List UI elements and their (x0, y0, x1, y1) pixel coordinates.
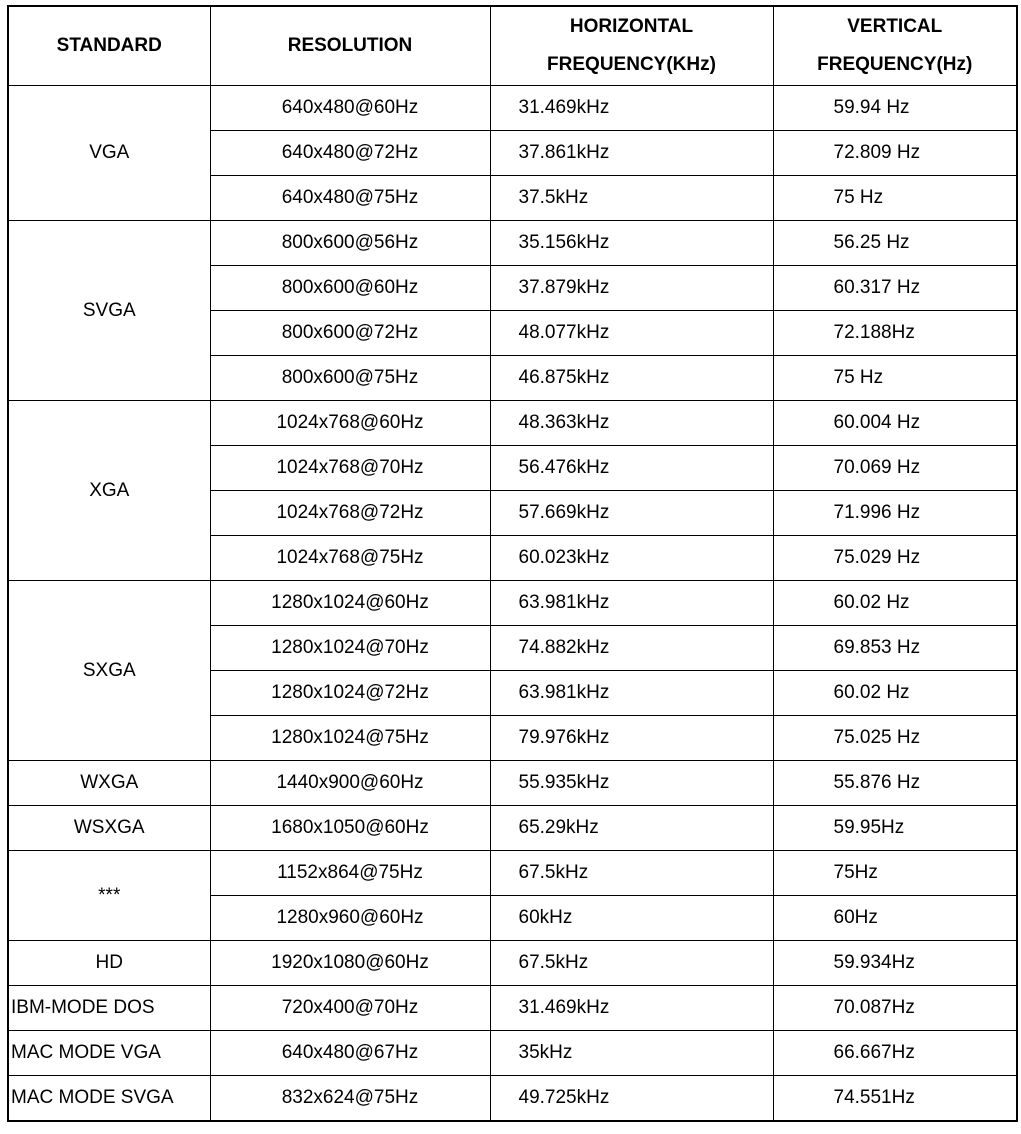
resolution-cell: 800x600@72Hz (210, 311, 490, 356)
horizontal-frequency-cell: 79.976kHz (490, 716, 773, 761)
horizontal-frequency-cell: 48.363kHz (490, 401, 773, 446)
vertical-frequency-cell: 60Hz (773, 896, 1017, 941)
header-horizontal-frequency (490, 6, 773, 86)
resolution-cell: 800x600@56Hz (210, 221, 490, 266)
resolution-cell: 1280x1024@60Hz (210, 581, 490, 626)
horizontal-frequency-cell: 67.5kHz (490, 851, 773, 896)
standard-cell: SVGA (8, 221, 210, 401)
vertical-frequency-cell: 60.02 Hz (773, 671, 1017, 716)
vertical-frequency-cell: 75.025 Hz (773, 716, 1017, 761)
table-row (8, 1076, 1017, 1122)
table-row (8, 401, 1017, 446)
header-standard: STANDARD (8, 6, 210, 86)
resolution-cell: 640x480@67Hz (210, 1031, 490, 1076)
standard-cell: WSXGA (8, 806, 210, 851)
horizontal-frequency-cell: 57.669kHz (490, 491, 773, 536)
table-row (8, 761, 1017, 806)
vertical-frequency-cell: 74.551Hz (773, 1076, 1017, 1122)
resolution-cell: 1920x1080@60Hz (210, 941, 490, 986)
vertical-frequency-cell: 59.95Hz (773, 806, 1017, 851)
resolution-cell: 1152x864@75Hz (210, 851, 490, 896)
vertical-frequency-cell: 72.188Hz (773, 311, 1017, 356)
vertical-frequency-cell: 59.934Hz (773, 941, 1017, 986)
standard-cell: MAC MODE SVGA (8, 1076, 210, 1122)
header-vertical-line1: VERTICAL (847, 16, 943, 37)
resolution-cell: 640x480@75Hz (210, 176, 490, 221)
horizontal-frequency-cell: 63.981kHz (490, 581, 773, 626)
horizontal-frequency-cell: 67.5kHz (490, 941, 773, 986)
table-row (8, 86, 1017, 131)
header-vertical-frequency (773, 6, 1017, 86)
resolution-cell: 832x624@75Hz (210, 1076, 490, 1122)
table-row (8, 1031, 1017, 1076)
resolution-cell: 800x600@60Hz (210, 266, 490, 311)
standard-cell: HD (8, 941, 210, 986)
vertical-frequency-cell: 66.667Hz (773, 1031, 1017, 1076)
horizontal-frequency-cell: 55.935kHz (490, 761, 773, 806)
table-row (8, 986, 1017, 1031)
standard-cell: VGA (8, 86, 210, 221)
horizontal-frequency-cell: 37.879kHz (490, 266, 773, 311)
resolution-cell: 800x600@75Hz (210, 356, 490, 401)
horizontal-frequency-cell: 60.023kHz (490, 536, 773, 581)
vertical-frequency-cell: 71.996 Hz (773, 491, 1017, 536)
table-row (8, 581, 1017, 626)
header-vertical-line2: FREQUENCY(Hz) (817, 54, 973, 75)
standard-cell: IBM-MODE DOS (8, 986, 210, 1031)
horizontal-frequency-cell: 60kHz (490, 896, 773, 941)
header-horizontal-line2: FREQUENCY(KHz) (547, 54, 716, 75)
resolution-cell: 1280x960@60Hz (210, 896, 490, 941)
vertical-frequency-cell: 75.029 Hz (773, 536, 1017, 581)
resolution-cell: 1680x1050@60Hz (210, 806, 490, 851)
vertical-frequency-cell: 70.087Hz (773, 986, 1017, 1031)
horizontal-frequency-cell: 46.875kHz (490, 356, 773, 401)
table-body (8, 86, 1017, 1122)
resolution-cell: 1024x768@70Hz (210, 446, 490, 491)
vertical-frequency-cell: 59.94 Hz (773, 86, 1017, 131)
header-resolution: RESOLUTION (210, 6, 490, 86)
horizontal-frequency-cell: 37.5kHz (490, 176, 773, 221)
vertical-frequency-cell: 55.876 Hz (773, 761, 1017, 806)
vertical-frequency-cell: 70.069 Hz (773, 446, 1017, 491)
resolution-cell: 1024x768@72Hz (210, 491, 490, 536)
resolution-cell: 1024x768@75Hz (210, 536, 490, 581)
horizontal-frequency-cell: 56.476kHz (490, 446, 773, 491)
horizontal-frequency-cell: 35.156kHz (490, 221, 773, 266)
table-row (8, 806, 1017, 851)
resolution-cell: 1280x1024@70Hz (210, 626, 490, 671)
resolution-cell: 1024x768@60Hz (210, 401, 490, 446)
standard-cell: SXGA (8, 581, 210, 761)
horizontal-frequency-cell: 31.469kHz (490, 986, 773, 1031)
horizontal-frequency-cell: 35kHz (490, 1031, 773, 1076)
vertical-frequency-cell: 60.02 Hz (773, 581, 1017, 626)
vertical-frequency-cell: 69.853 Hz (773, 626, 1017, 671)
horizontal-frequency-cell: 74.882kHz (490, 626, 773, 671)
vertical-frequency-cell: 56.25 Hz (773, 221, 1017, 266)
horizontal-frequency-cell: 48.077kHz (490, 311, 773, 356)
horizontal-frequency-cell: 63.981kHz (490, 671, 773, 716)
vertical-frequency-cell: 75 Hz (773, 176, 1017, 221)
timing-table (7, 5, 1018, 1122)
vertical-frequency-cell: 75Hz (773, 851, 1017, 896)
header-horizontal-line1: HORIZONTAL (569, 16, 694, 37)
header-row (8, 6, 1017, 86)
table-row (8, 851, 1017, 896)
table-row (8, 221, 1017, 266)
vertical-frequency-cell: 72.809 Hz (773, 131, 1017, 176)
resolution-cell: 1280x1024@72Hz (210, 671, 490, 716)
horizontal-frequency-cell: 49.725kHz (490, 1076, 773, 1122)
horizontal-frequency-cell: 37.861kHz (490, 131, 773, 176)
vertical-frequency-cell: 60.317 Hz (773, 266, 1017, 311)
horizontal-frequency-cell: 65.29kHz (490, 806, 773, 851)
resolution-cell: 720x400@70Hz (210, 986, 490, 1031)
resolution-cell: 640x480@72Hz (210, 131, 490, 176)
standard-cell: WXGA (8, 761, 210, 806)
resolution-cell: 640x480@60Hz (210, 86, 490, 131)
standard-cell: MAC MODE VGA (8, 1031, 210, 1076)
resolution-cell: 1280x1024@75Hz (210, 716, 490, 761)
resolution-cell: 1440x900@60Hz (210, 761, 490, 806)
standard-cell: XGA (8, 401, 210, 581)
table-row (8, 941, 1017, 986)
standard-cell: *** (8, 851, 210, 941)
horizontal-frequency-cell: 31.469kHz (490, 86, 773, 131)
vertical-frequency-cell: 60.004 Hz (773, 401, 1017, 446)
vertical-frequency-cell: 75 Hz (773, 356, 1017, 401)
